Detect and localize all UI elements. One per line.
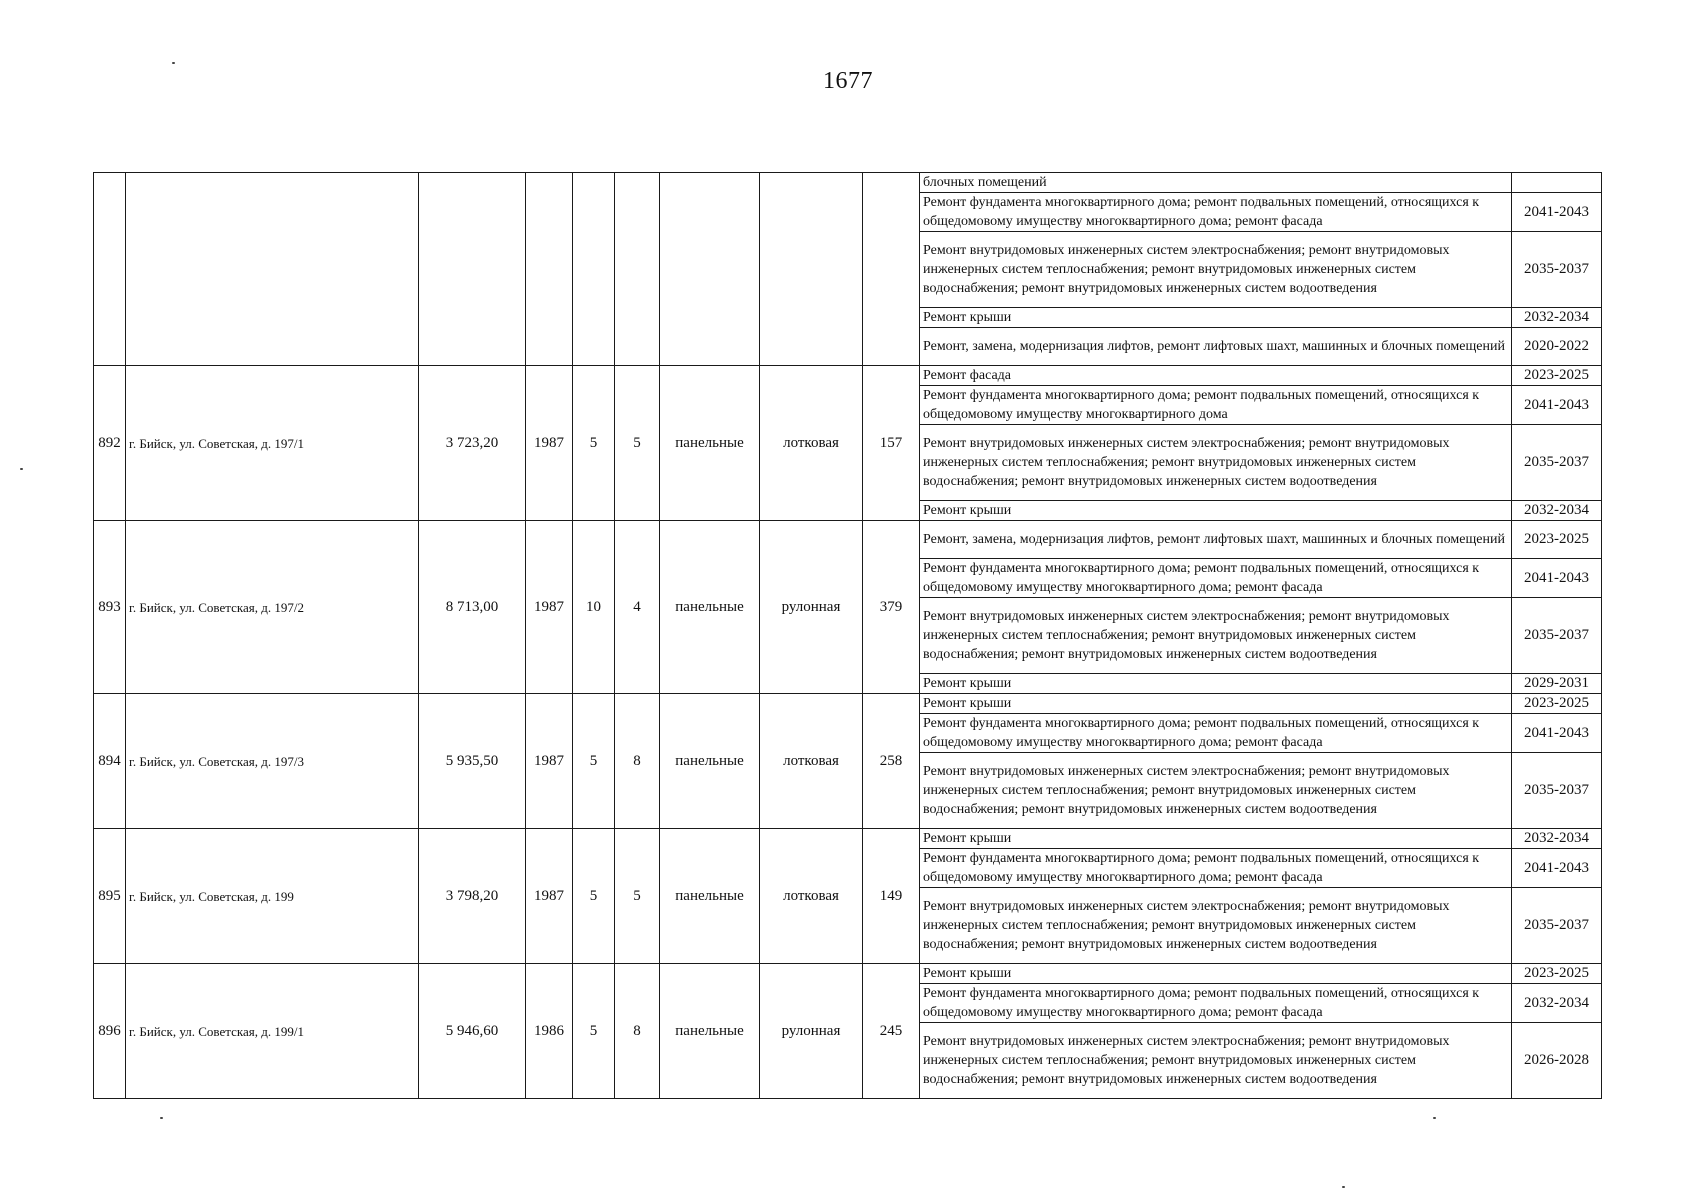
period-cell: 2029-2031	[1512, 674, 1602, 694]
work-type-cell: Ремонт фасада	[920, 366, 1512, 386]
work-type-cell: Ремонт фундамента многоквартирного дома; ремонт подвальных помещений, относящихся к общедомовому имуществу многоквартирного дома; ремонт фасада	[920, 984, 1512, 1023]
building-entrances: 4	[615, 521, 660, 694]
period-cell: 2032-2034	[1512, 308, 1602, 328]
residents-count: 258	[863, 694, 920, 829]
work-type-cell: Ремонт фундамента многоквартирного дома; ремонт подвальных помещений, относящихся к общедомовому имуществу многоквартирного дома; ремонт фасада	[920, 714, 1512, 753]
wall-material: панельные	[660, 521, 760, 694]
period-cell: 2035-2037	[1512, 753, 1602, 829]
period-cell	[1512, 173, 1602, 193]
period-cell: 2023-2025	[1512, 521, 1602, 559]
period-cell: 2032-2034	[1512, 984, 1602, 1023]
residents-count: 149	[863, 829, 920, 964]
residents-cell	[863, 173, 920, 366]
roof-type: рулонная	[760, 521, 863, 694]
building-area: 5 935,50	[419, 694, 526, 829]
wall-material: панельные	[660, 964, 760, 1099]
floors-cell	[573, 173, 615, 366]
building-year: 1987	[526, 829, 573, 964]
roof-type: рулонная	[760, 964, 863, 1099]
period-cell: 2023-2025	[1512, 694, 1602, 714]
table-row	[94, 694, 1602, 714]
work-type-cell: Ремонт крыши	[920, 964, 1512, 984]
building-address: г. Бийск, ул. Советская, д. 199	[126, 829, 419, 964]
work-type-cell: Ремонт, замена, модернизация лифтов, ремонт лифтовых шахт, машинных и блочных помещений	[920, 328, 1512, 366]
table-row	[94, 829, 1602, 849]
building-year: 1986	[526, 964, 573, 1099]
roof-type: лотковая	[760, 694, 863, 829]
table-body	[94, 173, 1602, 1099]
work-type-cell: Ремонт крыши	[920, 829, 1512, 849]
period-cell: 2023-2025	[1512, 366, 1602, 386]
period-cell: 2041-2043	[1512, 849, 1602, 888]
building-number: 892	[94, 366, 126, 521]
building-entrances: 5	[615, 366, 660, 521]
work-type-cell: Ремонт фундамента многоквартирного дома; ремонт подвальных помещений, относящихся к общедомовому имуществу многоквартирного дома; ремонт фасада	[920, 849, 1512, 888]
residents-count: 157	[863, 366, 920, 521]
building-year: 1987	[526, 694, 573, 829]
building-floors: 5	[573, 964, 615, 1099]
building-floors: 5	[573, 366, 615, 521]
roof-cell	[760, 173, 863, 366]
scan-speck	[1433, 1117, 1436, 1119]
capital-repair-table	[93, 172, 1602, 1099]
work-type-cell: Ремонт крыши	[920, 674, 1512, 694]
work-type-cell: Ремонт крыши	[920, 501, 1512, 521]
building-number: 893	[94, 521, 126, 694]
area-cell	[419, 173, 526, 366]
table-row	[94, 521, 1602, 559]
building-number: 896	[94, 964, 126, 1099]
building-area: 8 713,00	[419, 521, 526, 694]
scan-speck	[160, 1117, 163, 1119]
building-year: 1987	[526, 366, 573, 521]
building-entrances: 8	[615, 694, 660, 829]
table-row	[94, 964, 1602, 984]
work-type-cell: Ремонт внутридомовых инженерных систем электроснабжения; ремонт внутридомовых инженерных систем теплоснабжения; ремонт внутридомовых инженерных систем водоснабжения; ремонт внутридомовых инженерных систем водоотведения	[920, 1023, 1512, 1099]
scan-speck	[20, 468, 23, 470]
work-type-cell: блочных помещений	[920, 173, 1512, 193]
residents-count: 379	[863, 521, 920, 694]
work-type-cell: Ремонт внутридомовых инженерных систем электроснабжения; ремонт внутридомовых инженерных систем теплоснабжения; ремонт внутридомовых инженерных систем водоснабжения; ремонт внутридомовых инженерных систем водоотведения	[920, 425, 1512, 501]
period-cell: 2041-2043	[1512, 193, 1602, 232]
wall-material: панельные	[660, 366, 760, 521]
work-type-cell: Ремонт фундамента многоквартирного дома; ремонт подвальных помещений, относящихся к общедомовому имуществу многоквартирного дома; ремонт фасада	[920, 193, 1512, 232]
wall-material: панельные	[660, 829, 760, 964]
wall-material: панельные	[660, 694, 760, 829]
period-cell: 2041-2043	[1512, 559, 1602, 598]
period-cell: 2032-2034	[1512, 829, 1602, 849]
building-address: г. Бийск, ул. Советская, д. 199/1	[126, 964, 419, 1099]
roof-type: лотковая	[760, 829, 863, 964]
work-type-cell: Ремонт крыши	[920, 308, 1512, 328]
building-area: 3 723,20	[419, 366, 526, 521]
period-cell: 2041-2043	[1512, 386, 1602, 425]
work-type-cell: Ремонт внутридомовых инженерных систем электроснабжения; ремонт внутридомовых инженерных систем теплоснабжения; ремонт внутридомовых инженерных систем водоснабжения; ремонт внутридомовых инженерных систем водоотведения	[920, 232, 1512, 308]
roof-type: лотковая	[760, 366, 863, 521]
building-address: г. Бийск, ул. Советская, д. 197/3	[126, 694, 419, 829]
building-area: 5 946,60	[419, 964, 526, 1099]
building-floors: 10	[573, 521, 615, 694]
entrances-cell	[615, 173, 660, 366]
period-cell: 2032-2034	[1512, 501, 1602, 521]
period-cell: 2035-2037	[1512, 888, 1602, 964]
building-area: 3 798,20	[419, 829, 526, 964]
work-type-cell: Ремонт фундамента многоквартирного дома; ремонт подвальных помещений, относящихся к общедомовому имуществу многоквартирного дома; ремонт фасада	[920, 559, 1512, 598]
work-type-cell: Ремонт крыши	[920, 694, 1512, 714]
work-type-cell: Ремонт, замена, модернизация лифтов, ремонт лифтовых шахт, машинных и блочных помещений	[920, 521, 1512, 559]
address-cell	[126, 173, 419, 366]
scan-speck	[1342, 1186, 1345, 1188]
building-year: 1987	[526, 521, 573, 694]
work-type-cell: Ремонт фундамента многоквартирного дома; ремонт подвальных помещений, относящихся к общедомовому имуществу многоквартирного дома	[920, 386, 1512, 425]
period-cell: 2041-2043	[1512, 714, 1602, 753]
residents-count: 245	[863, 964, 920, 1099]
work-type-cell: Ремонт внутридомовых инженерных систем электроснабжения; ремонт внутридомовых инженерных систем теплоснабжения; ремонт внутридомовых инженерных систем водоснабжения; ремонт внутридомовых инженерных систем водоотведения	[920, 598, 1512, 674]
walls-cell	[660, 173, 760, 366]
year-cell	[526, 173, 573, 366]
building-floors: 5	[573, 829, 615, 964]
period-cell: 2035-2037	[1512, 598, 1602, 674]
building-entrances: 5	[615, 829, 660, 964]
building-floors: 5	[573, 694, 615, 829]
page-number: 1677	[823, 68, 873, 94]
building-number: 894	[94, 694, 126, 829]
building-address: г. Бийск, ул. Советская, д. 197/2	[126, 521, 419, 694]
table-row	[94, 173, 1602, 193]
building-entrances: 8	[615, 964, 660, 1099]
period-cell: 2035-2037	[1512, 232, 1602, 308]
table-row	[94, 366, 1602, 386]
num-cell	[94, 173, 126, 366]
work-type-cell: Ремонт внутридомовых инженерных систем электроснабжения; ремонт внутридомовых инженерных систем теплоснабжения; ремонт внутридомовых инженерных систем водоснабжения; ремонт внутридомовых инженерных систем водоотведения	[920, 753, 1512, 829]
period-cell: 2035-2037	[1512, 425, 1602, 501]
building-number: 895	[94, 829, 126, 964]
building-address: г. Бийск, ул. Советская, д. 197/1	[126, 366, 419, 521]
work-type-cell: Ремонт внутридомовых инженерных систем электроснабжения; ремонт внутридомовых инженерных систем теплоснабжения; ремонт внутридомовых инженерных систем водоснабжения; ремонт внутридомовых инженерных систем водоотведения	[920, 888, 1512, 964]
period-cell: 2026-2028	[1512, 1023, 1602, 1099]
scan-speck	[172, 62, 175, 64]
period-cell: 2023-2025	[1512, 964, 1602, 984]
period-cell: 2020-2022	[1512, 328, 1602, 366]
